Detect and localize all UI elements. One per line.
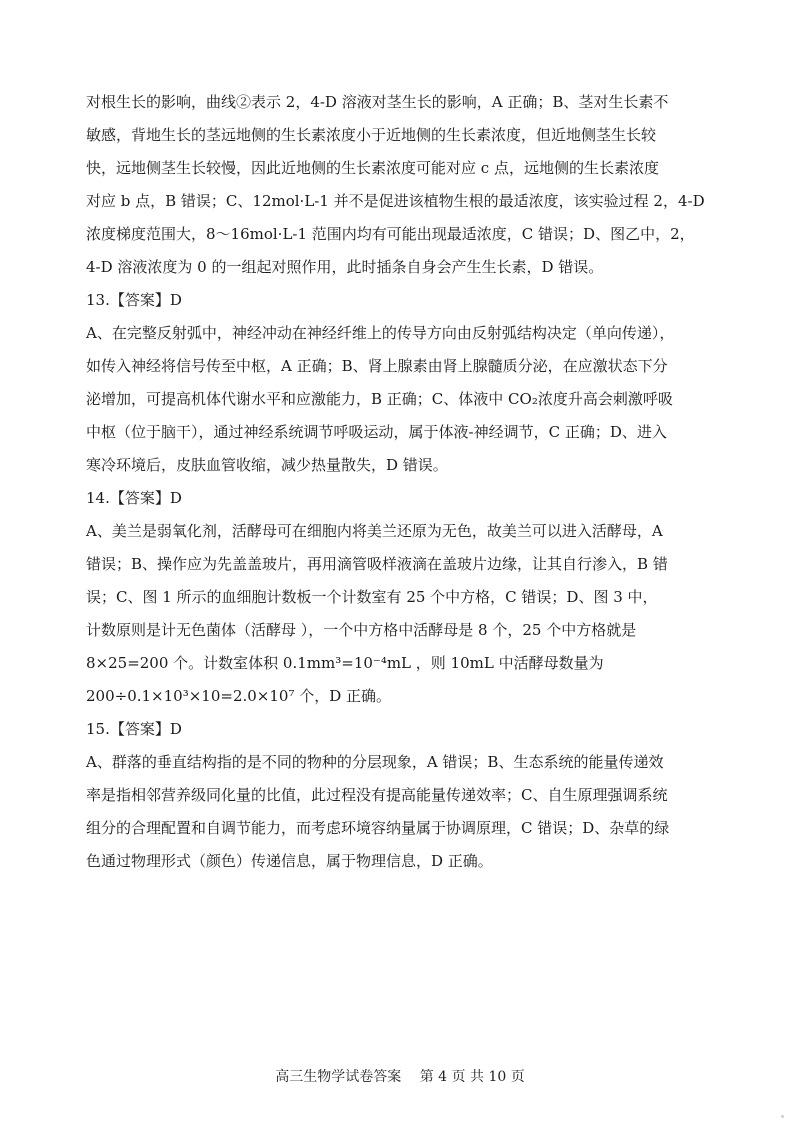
text-line: 如传入神经将信号传至中枢，A 正确；B、肾上腺素由肾上腺髓质分泌，在应激状态下分 xyxy=(86,357,668,375)
answer-content xyxy=(86,86,726,878)
text-line: 对应 b 点，B 错误；C、12mol·L-1 并不是促进该植物生根的最适浓度，该实验过程 2，4-D xyxy=(86,192,705,210)
text-line: 错误；B、操作应为先盖盖玻片，再用滴管吸样液滴在盖玻片边缘，让其自行渗入，B 错 xyxy=(86,555,668,573)
text-line: 200÷0.1×10³×10=2.0×10⁷ 个，D 正确。 xyxy=(86,687,392,705)
text-line: 寒冷环境后，皮肤血管收缩，减少热量散失，D 错误。 xyxy=(86,456,448,474)
answer-heading: 14.【答案】D xyxy=(86,489,182,507)
page-footer: 高三生物学试卷答案 第 4 页 共 10 页 xyxy=(275,1069,525,1085)
text-line: A、美兰是弱氧化剂，活酵母可在细胞内将美兰还原为无色，故美兰可以进入活酵母，A xyxy=(86,522,663,540)
scan-speck xyxy=(781,1115,784,1118)
answer-heading: 13.【答案】D xyxy=(86,291,182,309)
text-line: 浓度梯度范围大，8～16mol·L-1 范围内均有可能出现最适浓度，C 错误；D、图乙中，2， xyxy=(86,225,695,243)
text-line: 4-D 溶液浓度为 0 的一组起对照作用，此时插条自身会产生生长素，D 错误。 xyxy=(86,258,604,276)
paragraph-q15 xyxy=(86,713,726,878)
text-line: A、群落的垂直结构指的是不同的物种的分层现象，A 错误；B、生态系统的能量传递效 xyxy=(86,753,664,771)
paragraph-q13 xyxy=(86,284,726,482)
text-line: 误；C、图 1 所示的血细胞计数板一个计数室有 25 个中方格，C 错误；D、图 3 中， xyxy=(86,588,658,606)
answer-heading: 15.【答案】D xyxy=(86,720,182,738)
text-line: 泌增加，可提高机体代谢水平和应激能力，B 正确；C、体液中 CO₂浓度升高会刺激呼吸 xyxy=(86,390,673,408)
paragraph-q12-continued xyxy=(86,86,726,284)
text-line: 8×25=200 个。计数室体积 0.1mm³=10⁻⁴mL ，则 10mL 中活酵母数量为 xyxy=(86,654,604,672)
text-line: A、在完整反射弧中，神经冲动在神经纤维上的传导方向由反射弧结构决定（单向传递）， xyxy=(86,324,675,342)
text-line: 计数原则是计无色菌体（活酵母 ），一个中方格中活酵母是 8 个，25 个中方格就是 xyxy=(86,621,637,639)
text-line: 率是指相邻营养级同化量的比值，此过程没有提高能量传递效率；C、自生原理强调系统 xyxy=(86,786,668,804)
text-line: 中枢（位于脑干），通过神经系统调节呼吸运动，属于体液-神经调节，C 正确；D、进入 xyxy=(86,423,667,441)
text-line: 组分的合理配置和自调节能力，而考虑环境容纳量属于协调原理，C 错误；D、杂草的绿 xyxy=(86,819,670,837)
text-line: 色通过物理形式（颜色）传递信息，属于物理信息，D 正确。 xyxy=(86,852,493,870)
text-line: 敏感，背地生长的茎远地侧的生长素浓度小于近地侧的生长素浓度，但近地侧茎生长较 xyxy=(86,126,657,144)
text-line: 快，远地侧茎生长较慢，因此近地侧的生长素浓度可能对应 c 点，远地侧的生长素浓度 xyxy=(86,159,659,177)
paragraph-q14 xyxy=(86,482,726,713)
text-line: 对根生长的影响，曲线②表示 2，4-D 溶液对茎生长的影响，A 正确；B、茎对生长素不 xyxy=(86,93,669,111)
